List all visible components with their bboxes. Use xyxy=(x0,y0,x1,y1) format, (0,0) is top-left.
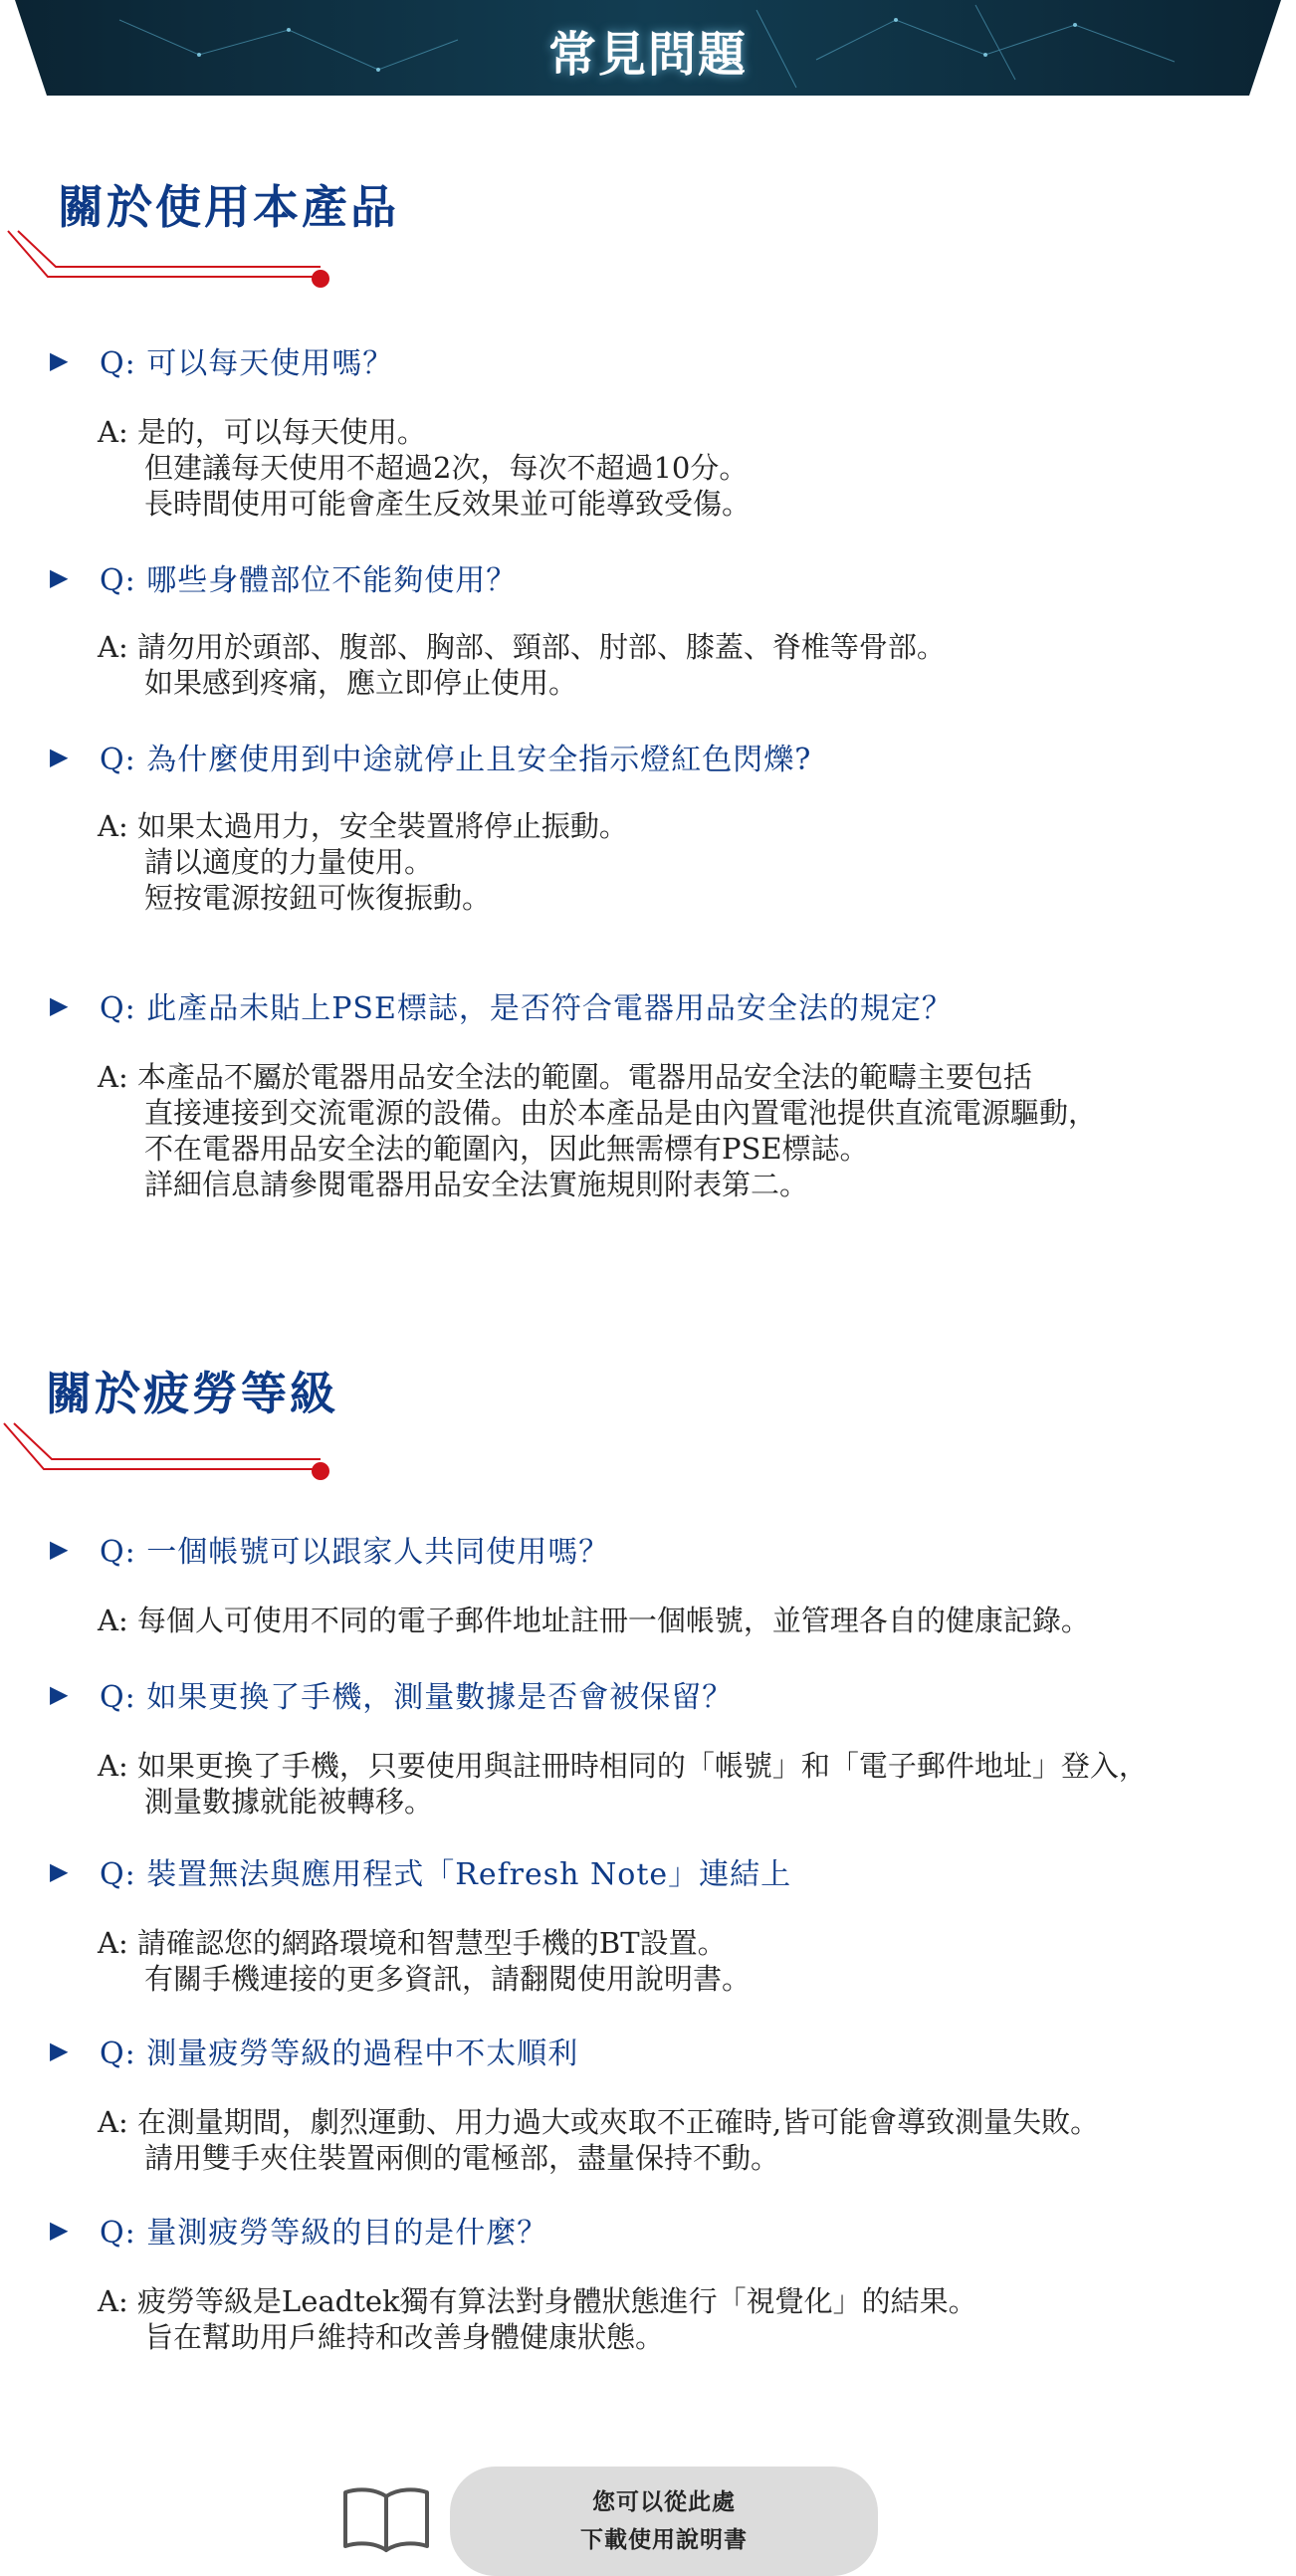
section-divider-decoration xyxy=(0,229,338,299)
answer-line: 直接連接到交流電源的設備。由於本產品是由內置電池提供直流電源驅動， xyxy=(144,1096,1098,1130)
download-button-line2: 下載使用說明書 xyxy=(580,2526,748,2553)
answer-line: 旨在幫助用戶維持和改善身體健康狀態。 xyxy=(144,2320,665,2354)
triangle-right-icon: ▶ xyxy=(50,1857,69,1885)
answer-block xyxy=(98,1748,1148,1820)
answer-line: 測量數據就能被轉移。 xyxy=(144,1785,434,1819)
question-row[interactable] xyxy=(50,735,811,778)
answer-line: 如果感到疼痛，應立即停止使用。 xyxy=(144,666,578,700)
question-row[interactable] xyxy=(50,555,517,599)
question-text: Q: 測量疲勞等級的過程中不太順利 xyxy=(100,2037,579,2071)
question-row[interactable] xyxy=(50,1527,609,1571)
answer-line: A: 每個人可使用不同的電子郵件地址註冊一個帳號，並管理各自的健康記錄。 xyxy=(98,1604,1090,1637)
answer-line: A: 請確認您的網路環境和智慧型手機的BT設置。 xyxy=(98,1926,727,1960)
question-text: Q: 此產品未貼上PSE標誌，是否符合電器用品安全法的規定？ xyxy=(100,991,953,1026)
answer-line: A: 請勿用於頭部、腹部、胸部、頸部、肘部、膝蓋、脊椎等骨部。 xyxy=(98,630,946,664)
answer-block xyxy=(98,414,751,522)
question-row[interactable] xyxy=(50,2029,578,2072)
question-text: Q: 一個帳號可以跟家人共同使用嗎？ xyxy=(100,1535,610,1570)
answer-block xyxy=(98,2283,977,2355)
question-row[interactable] xyxy=(50,338,393,382)
answer-line: 詳細信息請參閱電器用品安全法實施規則附表第二。 xyxy=(144,1168,809,1201)
section-divider-decoration xyxy=(0,1421,338,1491)
answer-line: A: 本產品不屬於電器用品安全法的範圍。電器用品安全法的範疇主要包括 xyxy=(98,1060,1032,1094)
question-row[interactable] xyxy=(50,1849,791,1893)
answer-line: 有關手機連接的更多資訊，請翻閱使用說明書。 xyxy=(144,1962,752,1996)
answer-line: A: 如果更換了手機，只要使用與註冊時相同的「帳號」和「電子郵件地址」登入， xyxy=(98,1749,1148,1783)
answer-line: 長時間使用可能會產生反效果並可能導致受傷。 xyxy=(144,487,752,521)
answer-line: 請以適度的力量使用。 xyxy=(144,845,434,879)
triangle-right-icon: ▶ xyxy=(50,991,69,1019)
question-row[interactable] xyxy=(50,2208,547,2252)
question-text: Q: 裝置無法與應用程式「Refresh Note」連結上 xyxy=(100,1857,792,1892)
question-row[interactable] xyxy=(50,983,953,1027)
answer-line: 不在電器用品安全法的範圍內，因此無需標有PSE標誌。 xyxy=(144,1132,869,1166)
question-text: Q: 哪些身體部位不能夠使用？ xyxy=(100,563,518,598)
answer-block xyxy=(98,2104,1099,2176)
download-button-line1: 您可以從此處 xyxy=(592,2488,736,2515)
answer-line: 但建議每天使用不超過2次，每次不超過10分。 xyxy=(144,451,749,485)
triangle-right-icon: ▶ xyxy=(50,563,69,591)
answer-block xyxy=(98,808,628,916)
answer-line: 短按電源按鈕可恢復振動。 xyxy=(144,881,492,915)
answer-line: 請用雙手夾住裝置兩側的電極部，盡量保持不動。 xyxy=(144,2141,780,2175)
answer-block xyxy=(98,1925,751,1997)
download-manual-area xyxy=(0,2459,1296,2574)
question-text: Q: 如果更換了手機，測量數據是否會被保留？ xyxy=(100,1680,734,1715)
download-manual-button[interactable] xyxy=(450,2467,878,2576)
header-banner xyxy=(0,0,1296,96)
question-row[interactable] xyxy=(50,1672,733,1716)
question-text: Q: 可以每天使用嗎？ xyxy=(100,346,394,381)
page-title: 常見問題 xyxy=(547,27,748,83)
answer-line: A: 疲勞等級是Leadtek獨有算法對身體狀態進行「視覺化」的結果。 xyxy=(98,2284,977,2318)
section-title: 關於疲勞等級 xyxy=(46,1367,338,1420)
triangle-right-icon: ▶ xyxy=(50,2216,69,2244)
answer-block xyxy=(98,629,946,701)
section-title: 關於使用本產品 xyxy=(58,180,399,234)
triangle-right-icon: ▶ xyxy=(50,346,69,374)
answer-line: A: 是的，可以每天使用。 xyxy=(98,415,426,449)
triangle-right-icon: ▶ xyxy=(50,2037,69,2064)
answer-line: A: 在測量期間，劇烈運動、用力過大或夾取不正確時,皆可能會導致測量失敗。 xyxy=(98,2105,1100,2139)
triangle-right-icon: ▶ xyxy=(50,1680,69,1708)
answer-line: A: 如果太過用力，安全裝置將停止振動。 xyxy=(98,809,628,843)
triangle-right-icon: ▶ xyxy=(50,743,69,770)
open-book-icon xyxy=(341,2484,431,2554)
answer-block xyxy=(98,1603,1090,1638)
answer-block xyxy=(98,1059,1097,1202)
question-text: Q: 量測疲勞等級的目的是什麼？ xyxy=(100,2216,548,2251)
question-text: Q: 為什麼使用到中途就停止且安全指示燈紅色閃爍? xyxy=(100,743,812,777)
triangle-right-icon: ▶ xyxy=(50,1535,69,1563)
